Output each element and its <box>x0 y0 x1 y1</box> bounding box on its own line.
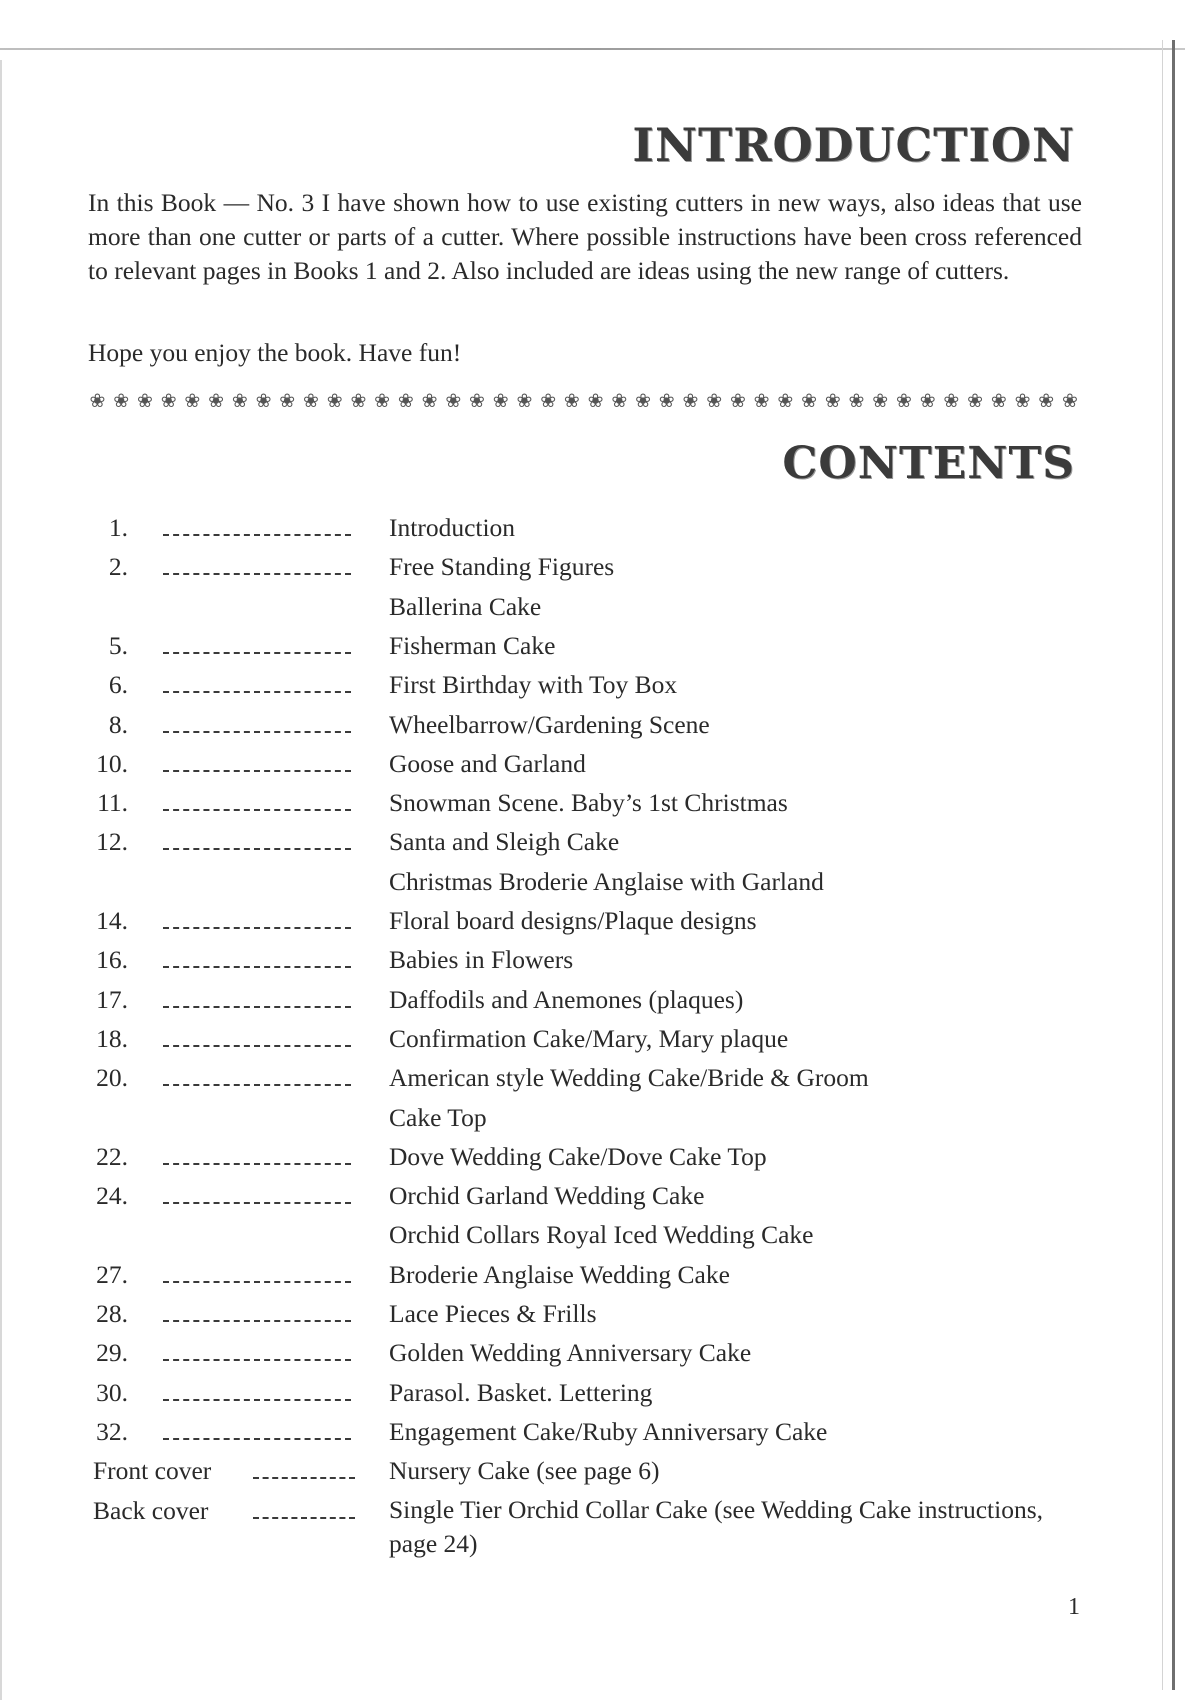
toc-entry <box>0 707 1185 743</box>
flower-icon: ❀ <box>421 390 438 412</box>
flower-icon: ❀ <box>255 390 272 412</box>
toc-leader-dashes <box>163 573 351 575</box>
toc-title: Cake Top <box>389 1102 487 1132</box>
flower-icon: ❀ <box>231 390 248 412</box>
toc-leader-dashes <box>253 1517 355 1519</box>
flower-icon: ❀ <box>208 390 225 412</box>
flower-icon: ❀ <box>801 390 818 412</box>
toc-title: American style Wedding Cake/Bride & Groom <box>389 1063 869 1093</box>
flower-icon: ❀ <box>729 390 746 412</box>
flower-icon: ❀ <box>895 390 912 412</box>
flower-icon: ❀ <box>990 390 1007 412</box>
toc-entry <box>0 1493 1185 1558</box>
toc-page-number: 12. <box>96 827 128 857</box>
flower-icon: ❀ <box>1038 390 1055 412</box>
toc-leader-dashes <box>163 927 351 929</box>
toc-page-number: 17. <box>96 984 128 1014</box>
flower-icon: ❀ <box>540 390 557 412</box>
flower-icon: ❀ <box>943 390 960 412</box>
toc-title: Nursery Cake (see page 6) <box>389 1456 660 1486</box>
toc-page-number: 10. <box>96 748 128 778</box>
toc-title: Broderie Anglaise Wedding Cake <box>389 1259 730 1289</box>
toc-title: Parasol. Basket. Lettering <box>389 1377 653 1407</box>
flower-icon: ❀ <box>777 390 794 412</box>
toc-leader-dashes <box>163 1045 351 1047</box>
toc-page-number: 11. <box>97 788 128 818</box>
toc-page-number: 2. <box>108 552 128 582</box>
toc-entry <box>0 903 1185 939</box>
toc-entry <box>0 864 1185 900</box>
toc-entry <box>0 1375 1185 1411</box>
flower-icon: ❀ <box>658 390 675 412</box>
flower-icon: ❀ <box>113 390 130 412</box>
toc-leader-dashes <box>163 1359 351 1361</box>
flower-icon: ❀ <box>682 390 699 412</box>
flower-icon: ❀ <box>516 390 533 412</box>
toc-title: Confirmation Cake/Mary, Mary plaque <box>389 1023 789 1053</box>
toc-leader-dashes <box>163 731 351 733</box>
toc-entry <box>0 1453 1185 1489</box>
introduction-paragraph: In this Book — No. 3 I have shown how to use existing cutters in new ways, also ideas that use more than one cutter or parts of a cutter. Where possible instructions have been cross referenced to relevant pages in Books 1 and 2. Also included are ideas using the new range of cutters. <box>88 188 1082 285</box>
toc-title: Golden Wedding Anniversary Cake <box>389 1338 752 1368</box>
flower-icon: ❀ <box>397 390 414 412</box>
flower-icon: ❀ <box>848 390 865 412</box>
toc-entry <box>0 1021 1185 1057</box>
toc-entry <box>0 1178 1185 1214</box>
toc-entry <box>0 510 1185 546</box>
toc-page-number: 8. <box>108 709 128 739</box>
toc-leader-dashes <box>163 809 351 811</box>
toc-title: Fisherman Cake <box>389 630 556 660</box>
toc-leader-dashes <box>163 770 351 772</box>
flower-icon: ❀ <box>587 390 604 412</box>
flower-icon: ❀ <box>350 390 367 412</box>
introduction-heading: INTRODUCTION <box>632 118 1075 172</box>
toc-entry <box>0 982 1185 1018</box>
flower-icon: ❀ <box>824 390 841 412</box>
toc-page-number: 32. <box>96 1416 128 1446</box>
toc-title: First Birthday with Toy Box <box>389 670 678 700</box>
flower-icon: ❀ <box>445 390 462 412</box>
toc-leader-dashes <box>163 1084 351 1086</box>
toc-entry <box>0 1100 1185 1136</box>
flower-icon: ❀ <box>136 390 153 412</box>
toc-leader-dashes <box>163 1320 351 1322</box>
toc-page-number: 16. <box>96 945 128 975</box>
toc-title: Snowman Scene. Baby’s 1st Christmas <box>389 788 788 818</box>
toc-leader-dashes <box>163 1399 351 1401</box>
toc-title: Christmas Broderie Anglaise with Garland <box>389 866 824 896</box>
flower-icon: ❀ <box>919 390 936 412</box>
toc-leader-dashes <box>163 1006 351 1008</box>
toc-page-number: 22. <box>96 1141 128 1171</box>
toc-entry <box>0 1335 1185 1371</box>
toc-page-number: 14. <box>96 906 128 935</box>
toc-leader-dashes <box>163 1163 351 1165</box>
toc-leader-dashes <box>163 534 351 536</box>
toc-entry <box>0 667 1185 703</box>
toc-entry <box>0 785 1185 821</box>
toc-title: Dove Wedding Cake/Dove Cake Top <box>389 1141 767 1171</box>
toc-page-number: 24. <box>96 1181 128 1211</box>
flower-icon: ❀ <box>872 390 889 412</box>
toc-entry <box>0 1217 1185 1253</box>
flower-icon: ❀ <box>706 390 723 412</box>
toc-title: Floral board designs/Plaque designs <box>389 906 757 935</box>
flower-icon: ❀ <box>469 390 485 412</box>
toc-title: Lace Pieces & Frills <box>389 1299 597 1328</box>
toc-entry <box>0 1060 1185 1096</box>
flower-icon: ❀ <box>279 390 296 412</box>
toc-entry <box>0 942 1185 978</box>
toc-title: Daffodils and Anemones (plaques) <box>389 984 744 1014</box>
toc-page-number: 5. <box>108 630 128 660</box>
flower-icon: ❀ <box>753 390 770 412</box>
toc-entry <box>0 589 1185 625</box>
flower-icon: ❀ <box>635 390 651 412</box>
toc-page-number: Back cover <box>93 1495 209 1525</box>
toc-title: Engagement Cake/Ruby Anniversary Cake <box>389 1416 828 1446</box>
toc-leader-dashes <box>163 1438 351 1440</box>
toc-title: Babies in Flowers <box>389 945 574 975</box>
toc-entry <box>0 549 1185 585</box>
toc-title: Santa and Sleigh Cake <box>389 827 620 857</box>
toc-title: Wheelbarrow/Gardening Scene <box>389 709 710 739</box>
flower-icon: ❀ <box>563 390 580 412</box>
toc-leader-dashes <box>163 1202 351 1204</box>
toc-title: Introduction <box>389 513 516 542</box>
flower-icon: ❀ <box>89 390 106 412</box>
toc-leader-dashes <box>253 1477 355 1479</box>
toc-title: Goose and Garland <box>389 748 586 778</box>
toc-title: Orchid Collars Royal Iced Wedding Cake <box>389 1220 814 1250</box>
toc-title: Ballerina Cake <box>389 591 542 621</box>
toc-page-number: 27. <box>96 1259 128 1289</box>
introduction-closing: Hope you enjoy the book. Have fun! <box>88 338 462 367</box>
toc-page-number: 1. <box>108 513 128 542</box>
flower-icon: ❀ <box>374 390 391 412</box>
toc-title: Orchid Garland Wedding Cake <box>389 1181 705 1211</box>
toc-page-number: 30. <box>96 1377 128 1407</box>
toc-title: Single Tier Orchid Collar Cake (see Wedding Cake instructions, page 24) <box>389 1494 1044 1558</box>
flower-icon: ❀ <box>611 390 628 412</box>
toc-leader-dashes <box>163 966 351 968</box>
flower-icon: ❀ <box>303 390 319 412</box>
toc-leader-dashes <box>163 691 351 693</box>
flower-icon: ❀ <box>184 390 201 412</box>
toc-page-number: 28. <box>96 1299 128 1328</box>
toc-entry <box>0 824 1185 860</box>
toc-entry <box>0 1139 1185 1175</box>
flower-icon: ❀ <box>326 390 343 412</box>
toc-leader-dashes <box>163 1281 351 1283</box>
toc-entry <box>0 1414 1185 1450</box>
flower-icon: ❀ <box>160 390 177 412</box>
toc-leader-dashes <box>163 848 351 850</box>
toc-page-number: 29. <box>96 1338 128 1368</box>
flower-icon: ❀ <box>1062 390 1078 412</box>
flower-icon: ❀ <box>492 390 509 412</box>
toc-page-number: 6. <box>108 670 128 700</box>
toc-leader-dashes <box>163 652 351 654</box>
toc-entry <box>0 1257 1185 1293</box>
toc-entry <box>0 628 1185 664</box>
toc-page-number: 20. <box>96 1063 128 1093</box>
toc-entry <box>0 1296 1185 1332</box>
toc-title: Free Standing Figures <box>389 552 615 582</box>
flower-icon: ❀ <box>967 390 984 412</box>
page-number: 1 <box>1068 1594 1080 1620</box>
toc-page-number: Front cover <box>93 1456 212 1486</box>
toc-entry <box>0 746 1185 782</box>
flower-icon: ❀ <box>1014 390 1031 412</box>
toc-page-number: 18. <box>96 1023 128 1053</box>
contents-heading: CONTENTS <box>782 438 1075 489</box>
